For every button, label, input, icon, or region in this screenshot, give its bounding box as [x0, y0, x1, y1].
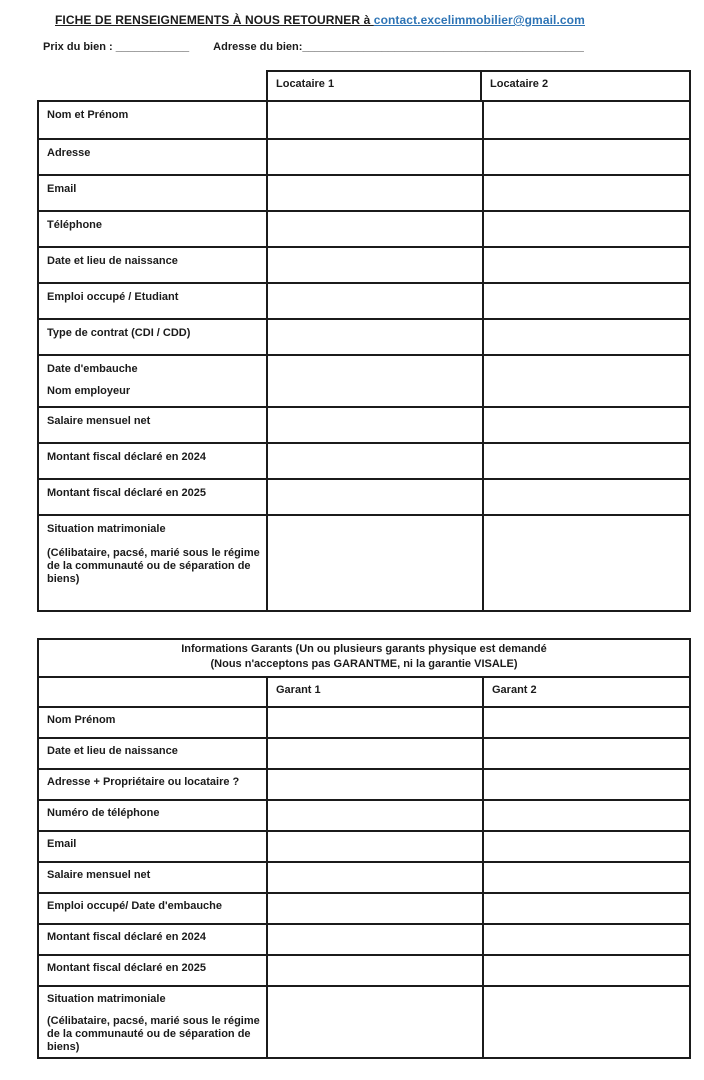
table-row: [39, 923, 689, 954]
row-label: Montant fiscal déclaré en 2024: [47, 931, 206, 943]
table-row: [39, 954, 689, 985]
garant-2-cell[interactable]: [482, 863, 689, 892]
table-row: [39, 318, 689, 354]
price-label: Prix du bien :: [43, 41, 116, 53]
table-row: [39, 985, 689, 1057]
locataire-1-cell[interactable]: [266, 480, 482, 514]
table-row: [39, 861, 689, 892]
row-label-line2: (Célibataire, pacsé, marié sous le régime de la communauté ou de séparation de biens): [47, 1015, 260, 1053]
row-label: Adresse: [47, 147, 91, 159]
locataire-2-cell[interactable]: [482, 444, 689, 478]
garant-1-cell[interactable]: [266, 894, 482, 923]
guarantors-table: [37, 638, 691, 1059]
guarantors-header-empty-cell: [39, 678, 266, 706]
row-label: Date et lieu de naissance: [47, 745, 178, 757]
price-blank-field[interactable]: ____________: [115, 41, 190, 53]
locataire-1-cell[interactable]: [266, 248, 482, 282]
guarantors-title-line1: Informations Garants (Un ou plusieurs garants physique est demandé: [181, 643, 547, 655]
table-row: [39, 706, 689, 737]
garant-1-cell[interactable]: [266, 770, 482, 799]
tenants-table-header: [37, 70, 691, 100]
row-label: [39, 516, 266, 610]
locataire-1-cell[interactable]: [266, 140, 482, 174]
email-link[interactable]: contact.excelimmobilier@gmail.com: [373, 13, 585, 27]
row-label: Emploi occupé/ Date d'embauche: [47, 900, 222, 912]
row-label: Nom et Prénom: [47, 109, 129, 121]
table-row: [39, 442, 689, 478]
row-label: Téléphone: [47, 219, 103, 231]
locataire-1-cell[interactable]: [266, 284, 482, 318]
locataire-2-cell[interactable]: [482, 212, 689, 246]
row-label: Montant fiscal déclaré en 2024: [47, 451, 206, 463]
row-label: Nom Prénom: [47, 714, 116, 726]
table-row: [39, 514, 689, 610]
locataire-1-cell[interactable]: [266, 102, 482, 138]
row-label-line2: (Célibataire, pacsé, marié sous le régime de la communauté ou de séparation de biens): [47, 547, 260, 585]
garant-1-cell[interactable]: [266, 987, 482, 1057]
table-row: [39, 478, 689, 514]
address-blank-field[interactable]: ______________________________________________: [302, 41, 584, 53]
locataire-2-cell[interactable]: [482, 102, 689, 138]
garant-1-cell[interactable]: [266, 739, 482, 768]
row-label: Salaire mensuel net: [47, 869, 151, 881]
garant-2-cell[interactable]: [482, 894, 689, 923]
garant-1-cell[interactable]: [266, 801, 482, 830]
locataire-1-cell[interactable]: [266, 176, 482, 210]
locataire-2-cell[interactable]: [482, 248, 689, 282]
page-title: [55, 13, 585, 27]
garant-2-cell[interactable]: [482, 987, 689, 1057]
locataire-1-cell[interactable]: [266, 212, 482, 246]
table-row: [39, 174, 689, 210]
locataire-2-cell[interactable]: [482, 176, 689, 210]
locataire-1-cell[interactable]: [266, 444, 482, 478]
table-row: [39, 246, 689, 282]
locataire-2-cell[interactable]: [482, 320, 689, 354]
address-label: Adresse du bien:: [213, 41, 303, 53]
row-label: Montant fiscal déclaré en 2025: [47, 962, 206, 974]
garant-2-cell[interactable]: [482, 832, 689, 861]
garant-2-cell[interactable]: [482, 770, 689, 799]
table-row: [39, 799, 689, 830]
row-label: Adresse + Propriétaire ou locataire ?: [47, 776, 240, 788]
row-label: [39, 987, 266, 1057]
row-label-line1: Situation matrimoniale: [47, 993, 166, 1005]
table-row: [39, 892, 689, 923]
locataire-2-cell[interactable]: [482, 480, 689, 514]
locataire-1-cell[interactable]: [266, 320, 482, 354]
garant-2-cell[interactable]: [482, 739, 689, 768]
table-row: [39, 102, 689, 138]
row-label-line1: Date d'embauche: [47, 363, 138, 375]
tenants-header-empty-cell: [37, 70, 266, 100]
garant-2-cell[interactable]: [482, 956, 689, 985]
locataire-1-cell[interactable]: [266, 408, 482, 442]
locataire-2-cell[interactable]: [482, 140, 689, 174]
garant-2-cell[interactable]: [482, 801, 689, 830]
guarantors-table-title: [39, 640, 689, 676]
row-label: Salaire mensuel net: [47, 415, 151, 427]
row-label: Montant fiscal déclaré en 2025: [47, 487, 206, 499]
garant-1-cell[interactable]: [266, 863, 482, 892]
guarantors-title-line2: (Nous n'acceptons pas GARANTME, ni la garantie VISALE): [210, 658, 518, 670]
tenants-header-locataire-1: Locataire 1: [266, 70, 482, 100]
garant-1-cell[interactable]: [266, 832, 482, 861]
table-row: [39, 830, 689, 861]
row-label: Numéro de téléphone: [47, 807, 160, 819]
locataire-2-cell[interactable]: [482, 284, 689, 318]
locataire-1-cell[interactable]: [266, 356, 482, 406]
garant-2-cell[interactable]: [482, 708, 689, 737]
row-label: Emploi occupé / Etudiant: [47, 291, 179, 303]
property-info-line: [43, 41, 584, 53]
table-row: [39, 406, 689, 442]
table-row: [39, 768, 689, 799]
garant-2-cell[interactable]: [482, 925, 689, 954]
table-row: [39, 138, 689, 174]
garant-1-cell[interactable]: [266, 925, 482, 954]
row-label: Type de contrat (CDI / CDD): [47, 327, 191, 339]
row-label-line2: Nom employeur: [47, 385, 131, 397]
guarantors-header-garant-1: Garant 1: [266, 678, 482, 706]
tenants-table: [37, 100, 691, 612]
row-label: [39, 356, 266, 406]
table-row: [39, 282, 689, 318]
row-label: Email: [47, 183, 77, 195]
locataire-2-cell[interactable]: [482, 516, 689, 610]
guarantors-table-header: [39, 676, 689, 706]
table-row: [39, 354, 689, 406]
row-label: Email: [47, 838, 77, 850]
garant-1-cell[interactable]: [266, 956, 482, 985]
tenants-header-locataire-2: Locataire 2: [482, 70, 691, 100]
locataire-2-cell[interactable]: [482, 408, 689, 442]
row-label: Date et lieu de naissance: [47, 255, 178, 267]
table-row: [39, 210, 689, 246]
garant-1-cell[interactable]: [266, 708, 482, 737]
table-row: [39, 737, 689, 768]
locataire-2-cell[interactable]: [482, 356, 689, 406]
page-title-text: FICHE DE RENSEIGNEMENTS À NOUS RETOURNER à: [55, 13, 374, 27]
row-label-line1: Situation matrimoniale: [47, 523, 166, 535]
guarantors-header-garant-2: Garant 2: [482, 678, 689, 706]
locataire-1-cell[interactable]: [266, 516, 482, 610]
